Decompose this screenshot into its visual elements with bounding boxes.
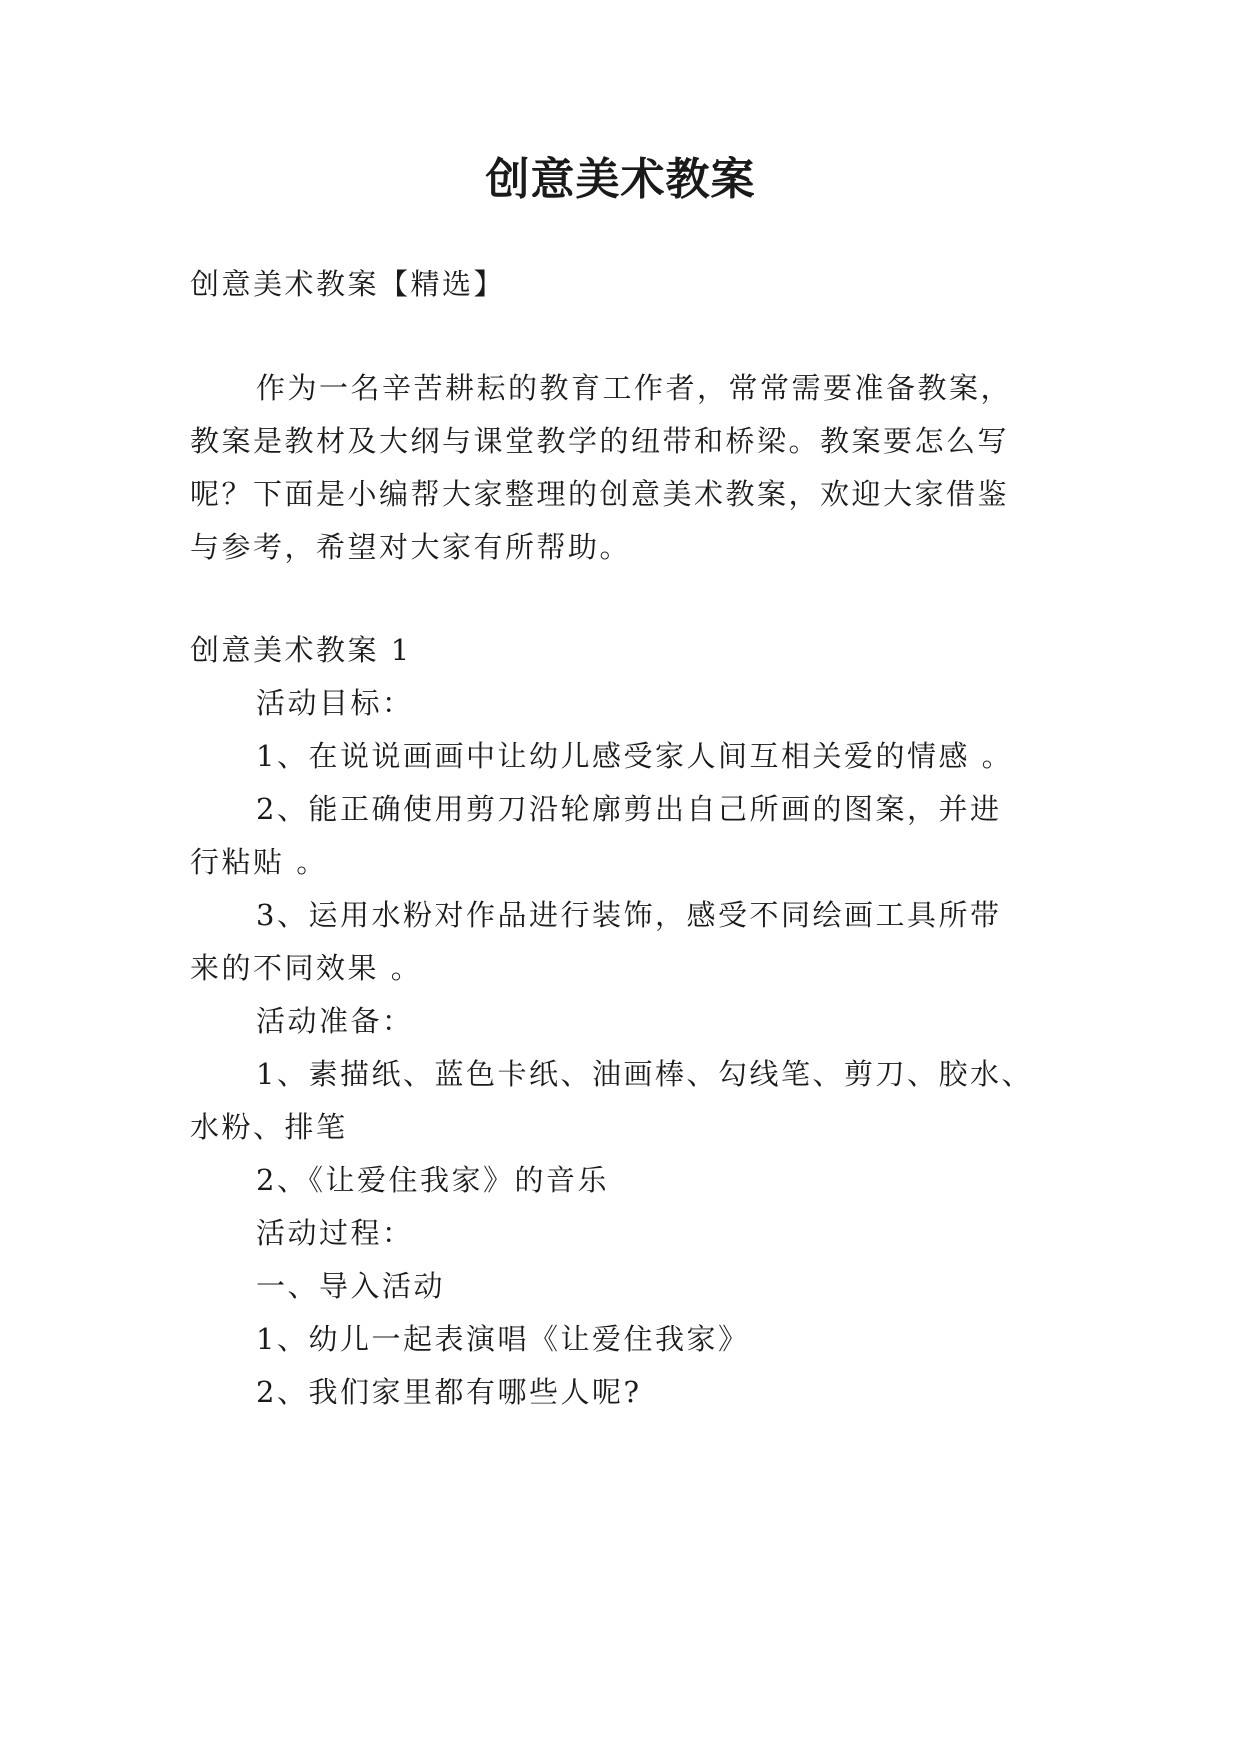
intro-line-2: 教案是教材及大纲与课堂教学的纽带和桥梁。教案要怎么写 bbox=[190, 424, 1010, 458]
intro-line-3: 呢？下面是小编帮大家整理的创意美术教案，欢迎大家借鉴 bbox=[190, 477, 1010, 511]
document-subtitle: 创意美术教案【精选】 bbox=[190, 267, 506, 301]
goal-1: 1、在说说画画中让幼儿感受家人间互相关爱的情感 。 bbox=[256, 739, 1014, 773]
prep-heading: 活动准备： bbox=[256, 1004, 414, 1038]
intro-line-4: 与参考，希望对大家有所帮助。 bbox=[190, 530, 632, 564]
goal-3-line-2: 来的不同效果 。 bbox=[190, 951, 423, 985]
prep-1-line-2: 水粉、排笔 bbox=[190, 1110, 348, 1144]
prep-1-line-1: 1、素描纸、蓝色卡纸、油画棒、勾线笔、剪刀、胶水、 bbox=[256, 1057, 1033, 1091]
goal-2-line-2: 行粘贴 。 bbox=[190, 845, 328, 879]
process-step-2: 2、我们家里都有哪些人呢? bbox=[256, 1375, 642, 1409]
process-part-1: 一、导入活动 bbox=[256, 1269, 446, 1303]
prep-2: 2、《让爱住我家》的音乐 bbox=[256, 1163, 609, 1197]
intro-line-1: 作为一名辛苦耕耘的教育工作者，常常需要准备教案， bbox=[256, 371, 1013, 405]
process-heading: 活动过程： bbox=[256, 1216, 414, 1250]
section-title: 创意美术教案 1 bbox=[190, 633, 412, 667]
goals-heading: 活动目标： bbox=[256, 686, 414, 720]
document-title: 创意美术教案 bbox=[485, 154, 756, 205]
process-step-1: 1、幼儿一起表演唱《让爱住我家》 bbox=[256, 1322, 750, 1356]
goal-3-line-1: 3、运用水粉对作品进行装饰，感受不同绘画工具所带 bbox=[256, 898, 1002, 932]
goal-2-line-1: 2、能正确使用剪刀沿轮廓剪出自己所画的图案，并进 bbox=[256, 792, 1002, 826]
